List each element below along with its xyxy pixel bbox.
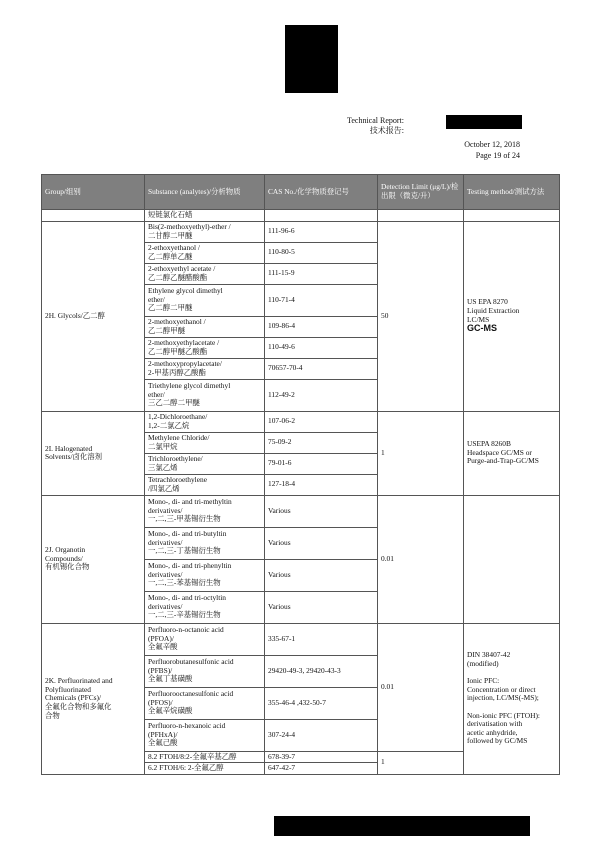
- col-header-group: Group/组别: [42, 175, 145, 210]
- substance-cell: 短链氯化石蜡: [145, 210, 265, 222]
- detection-limit-cell: 0.01: [378, 495, 464, 623]
- cas-cell: 111-96-6: [265, 221, 378, 242]
- table-header-row: [42, 175, 560, 210]
- redacted-logo: [285, 25, 338, 93]
- cas-cell: 109-86-4: [265, 316, 378, 337]
- table-row: [42, 623, 560, 655]
- substance-cell: 2-methoxyethanol / 乙二醇甲醚: [145, 316, 265, 337]
- col-header-detection-limit: Detection Limit (μg/L)/检出限（微克/升）: [378, 175, 464, 210]
- method-text: US EPA 8270 Liquid Extraction LC/MS: [467, 297, 520, 324]
- col-header-substance: Substance (analytes)/分析物质: [145, 175, 265, 210]
- cas-cell: 29420-49-3, 29420-43-3: [265, 655, 378, 687]
- detection-limit-cell: 0.01: [378, 623, 464, 751]
- cas-cell: 110-80-5: [265, 242, 378, 263]
- table-row: [42, 210, 560, 222]
- table-row: [42, 221, 560, 242]
- substance-cell: Perfluorooctanesulfonic acid (PFOS)/ 全氟辛烷磺酸: [145, 687, 265, 719]
- cas-cell: 112-49-2: [265, 379, 378, 411]
- cas-cell: 107-06-2: [265, 411, 378, 432]
- substance-cell: Perfluoro-n-hexanoic acid (PFHxA)/ 全氟己酸: [145, 719, 265, 751]
- cas-cell: 75-09-2: [265, 432, 378, 453]
- cas-cell: 127-18-4: [265, 474, 378, 495]
- testing-method-cell: DIN 38407-42 (modified) Ionic PFC: Concentration or direct injection, LC/MS(-MS); Non-ionic PFC (FTOH): derivatisation with acetic anhydride, followed by GC/MS: [464, 623, 560, 774]
- cas-cell: 110-49-6: [265, 337, 378, 358]
- substance-cell: 8.2 FTOH/8:2-全氟辛基乙醇: [145, 751, 265, 763]
- cas-cell: Various: [265, 559, 378, 591]
- detection-limit-cell: 1: [378, 411, 464, 495]
- substance-cell: Triethylene glycol dimethyl ether/ 三乙二醇二甲醚: [145, 379, 265, 411]
- method-text-gcms: GC-MS: [467, 323, 497, 334]
- table-row: [42, 411, 560, 432]
- table-row: [42, 495, 560, 527]
- substance-cell: 2-methoxypropylacetate/ 2-甲基丙醇乙酸酯: [145, 358, 265, 379]
- redacted-footer: [274, 816, 530, 836]
- substance-cell: Mono-, di- and tri-octyltin derivatives/ 一,二,三-辛基锡衍生物: [145, 591, 265, 623]
- substance-cell: Trichloroethylene/ 三氯乙烯: [145, 453, 265, 474]
- cas-cell: Various: [265, 527, 378, 559]
- cas-cell: 111-15-9: [265, 263, 378, 284]
- detection-limit-cell: 1: [378, 751, 464, 774]
- group-cell: 2H. Glycols/乙二醇: [42, 221, 145, 411]
- substance-cell: Mono-, di- and tri-phenyltin derivatives/ 一,二,三-苯基锡衍生物: [145, 559, 265, 591]
- substance-cell: Mono-, di- and tri-methyltin derivatives/ 一,二,三-甲基锡衍生物: [145, 495, 265, 527]
- cas-cell: Various: [265, 495, 378, 527]
- substance-cell: Perfluoro-n-octanoic acid (PFOA)/ 全氟辛酸: [145, 623, 265, 655]
- group-cell: 2I. Halogenated Solvents/卤化溶剂: [42, 411, 145, 495]
- page-number: Page 19 of 24: [475, 151, 520, 160]
- detection-limit-cell: 50: [378, 221, 464, 411]
- substances-table: [41, 174, 560, 775]
- substance-cell: 2-methoxyethylacetate / 乙二醇甲醚乙酸酯: [145, 337, 265, 358]
- substance-cell: Mono-, di- and tri-butyltin derivatives/ 一,二,三-丁基锡衍生物: [145, 527, 265, 559]
- col-header-cas: CAS No./化学物质登记号: [265, 175, 378, 210]
- cas-cell: 647-42-7: [265, 763, 378, 775]
- group-cell: 2K. Perfluorinated and Polyfluorinated Chemicals (PFCs)/ 全氟化合物和多氟化 合物: [42, 623, 145, 774]
- redacted-report-number: [446, 115, 522, 129]
- cas-cell: 335-67-1: [265, 623, 378, 655]
- cas-cell: 355-46-4 ,432-50-7: [265, 687, 378, 719]
- group-cell: 2J. Organotin Compounds/ 有机锡化合物: [42, 495, 145, 623]
- cas-cell: 70657-70-4: [265, 358, 378, 379]
- cas-cell: 307-24-4: [265, 719, 378, 751]
- substance-cell: 6.2 FTOH/6: 2-全氟乙醇: [145, 763, 265, 775]
- substance-cell: 1,2-Dichloroethane/ 1,2-二氯乙烷: [145, 411, 265, 432]
- technical-report-label-en: Technical Report:: [347, 116, 404, 125]
- substance-cell: 2-ethoxyethanol / 乙二醇单乙醚: [145, 242, 265, 263]
- substance-cell: Bis(2-methoxyethyl)-ether / 二甘醇二甲醚: [145, 221, 265, 242]
- substance-cell: Ethylene glycol dimethyl ether/ 乙二醇二甲醚: [145, 284, 265, 316]
- substance-cell: Methylene Chloride/ 二氯甲烷: [145, 432, 265, 453]
- cas-cell: 79-01-6: [265, 453, 378, 474]
- testing-method-cell: [464, 221, 560, 411]
- report-date: October 12, 2018: [464, 140, 520, 149]
- technical-report-label-zh: 技术报告:: [369, 126, 404, 135]
- testing-method-cell: USEPA 8260B Headspace GC/MS or Purge-and-Trap-GC/MS: [464, 411, 560, 495]
- substance-cell: 2-ethoxyethyl acetate / 乙二醇乙醚醋酸酯: [145, 263, 265, 284]
- substance-cell: Tetrachloroethylene /四氯乙烯: [145, 474, 265, 495]
- cas-cell: Various: [265, 591, 378, 623]
- cas-cell: 678-39-7: [265, 751, 378, 763]
- cas-cell: 110-71-4: [265, 284, 378, 316]
- col-header-testing-method: Testing method/测试方法: [464, 175, 560, 210]
- substance-cell: Perfluorobutanesulfonic acid (PFBS)/ 全氟丁基磺酸: [145, 655, 265, 687]
- testing-method-cell: [464, 495, 560, 623]
